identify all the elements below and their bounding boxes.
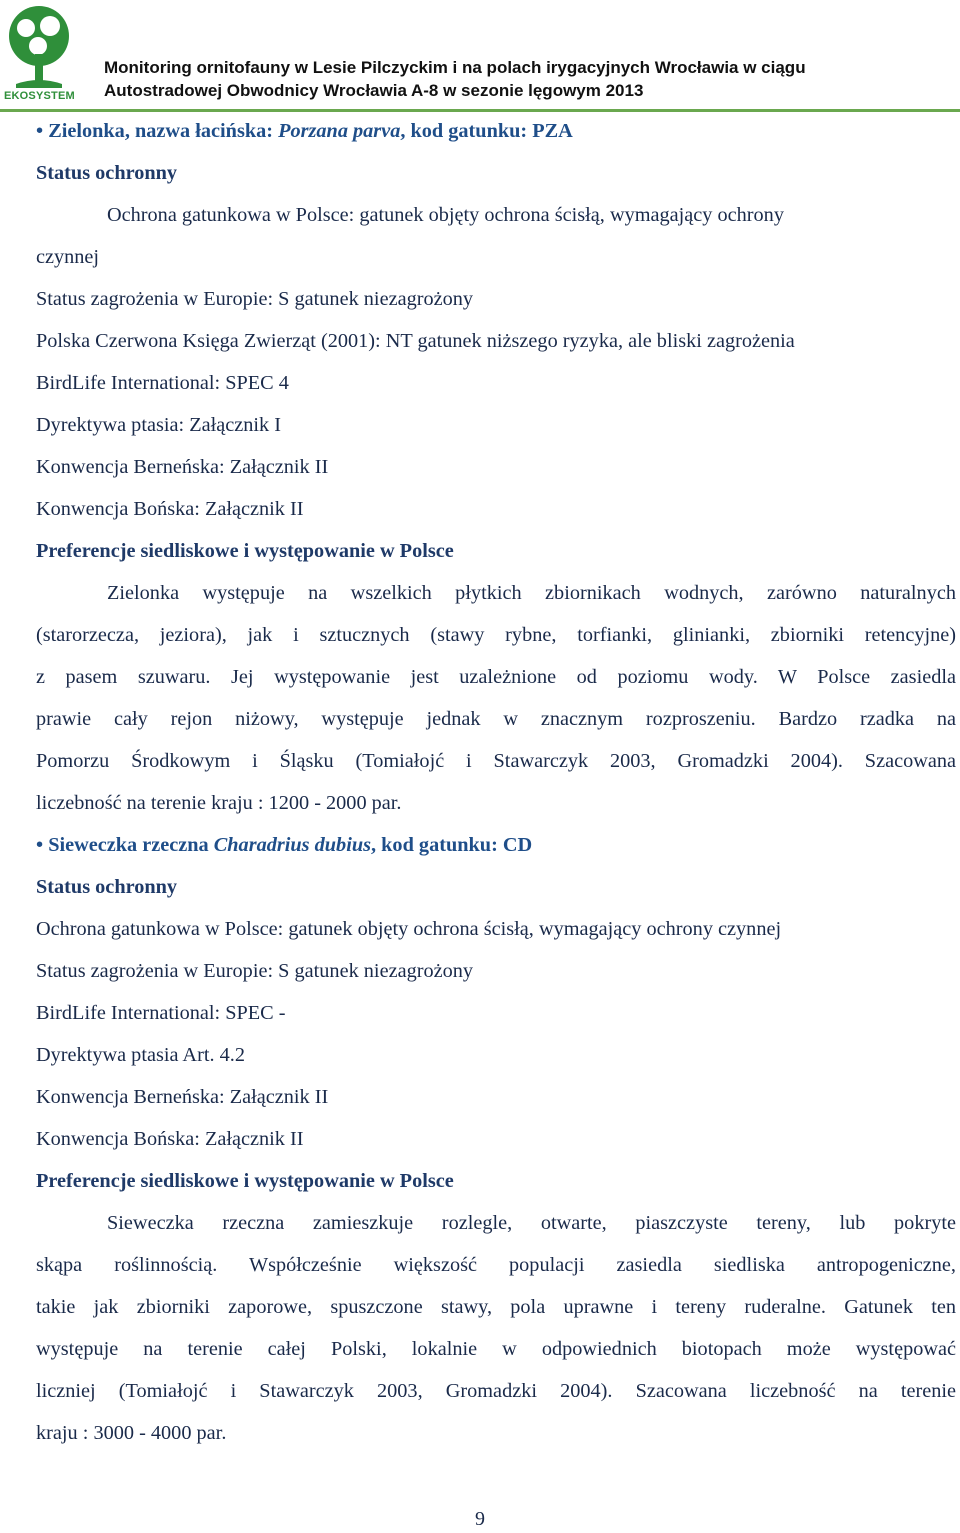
header-title xyxy=(104,56,960,102)
species-title-text: Sieweczka rzeczna xyxy=(48,834,214,856)
birds-directive: Dyrektywa ptasia: Załącznik I xyxy=(36,414,281,436)
species-code: , kod gatunku: CD xyxy=(371,834,533,856)
habitat-text-line: prawie cały rejon niżowy, występuje jednak w znacznym rozproszeniu. Bardzo rzadka na xyxy=(36,708,956,730)
species-code: , kod gatunku: PZA xyxy=(400,120,573,142)
habitat-text-line: kraju : 3000 - 4000 par. xyxy=(36,1422,227,1444)
europe-status: Status zagrożenia w Europie: S gatunek niezagrożony xyxy=(36,960,474,982)
document-body xyxy=(36,110,956,1454)
habitat-text-line: Sieweczka rzeczna zamieszkuje rozlegle, otwarte, piaszczyste tereny, lub pokryte xyxy=(107,1212,956,1234)
habitat-text-line: z pasem szuwaru. Jej występowanie jest uzależnione od poziomu wody. W Polsce zasiedla xyxy=(36,666,956,688)
protection-line: Ochrona gatunkowa w Polsce: gatunek objęty ochrona ścisłą, wymagający ochrony xyxy=(107,204,784,226)
habitat-text-line: (starorzecza, jeziora), jak i sztucznych (stawy rybne, torfianki, glinianki, zbiorniki retencyjne) xyxy=(36,624,956,646)
birdlife-status: BirdLife International: SPEC 4 xyxy=(36,372,289,394)
tree-logo-icon xyxy=(4,2,74,102)
europe-status: Status zagrożenia w Europie: S gatunek niezagrożony xyxy=(36,288,474,310)
bullet-icon: • xyxy=(36,834,44,856)
header-title-line-1: Monitoring ornitofauny w Lesie Pilczyckim i na polach irygacyjnych Wrocławia w ciągu xyxy=(104,58,806,77)
protection-line-continuation: czynnej xyxy=(36,246,100,268)
bonn-convention: Konwencja Bońska: Załącznik II xyxy=(36,1128,304,1150)
habitat-heading: Preferencje siedliskowe i występowanie w Polsce xyxy=(36,1170,454,1192)
bullet-icon: • xyxy=(36,120,44,142)
habitat-text-line: liczebność na terenie kraju : 1200 - 2000 par. xyxy=(36,792,402,814)
species-title xyxy=(36,110,956,152)
protection-line: Ochrona gatunkowa w Polsce: gatunek objęty ochrona ścisłą, wymagający ochrony czynnej xyxy=(36,918,782,940)
page-header xyxy=(0,0,960,112)
bern-convention: Konwencja Berneńska: Załącznik II xyxy=(36,456,329,478)
species-title-text: Zielonka, nazwa łacińska: xyxy=(48,120,279,142)
bonn-convention: Konwencja Bońska: Załącznik II xyxy=(36,498,304,520)
bern-convention: Konwencja Berneńska: Załącznik II xyxy=(36,1086,329,1108)
habitat-text-line: liczniej (Tomiałojć i Stawarczyk 2003, Gromadzki 2004). Szacowana liczebność na terenie xyxy=(36,1380,956,1402)
habitat-text-line: skąpa roślinnością. Współcześnie większość populacji zasiedla siedliska antropogeniczne, xyxy=(36,1254,956,1276)
species-latin-name: Porzana parva xyxy=(278,120,401,142)
status-heading: Status ochronny xyxy=(36,162,178,184)
red-book-status: Polska Czerwona Księga Zwierząt (2001): NT gatunek niższego ryzyka, ale bliski zagrożenia xyxy=(36,330,795,352)
habitat-text-line: występuje na terenie całej Polski, lokalnie w odpowiednich biotopach może występować xyxy=(36,1338,956,1360)
species-latin-name: Charadrius dubius xyxy=(213,834,372,856)
status-heading: Status ochronny xyxy=(36,876,178,898)
page-number: 9 xyxy=(475,1508,485,1530)
logo-text: EKOSYSTEM xyxy=(4,90,75,102)
header-title-line-2: Autostradowej Obwodnicy Wrocławia A-8 w sezonie lęgowym 2013 xyxy=(104,81,644,100)
birds-directive: Dyrektywa ptasia Art. 4.2 xyxy=(36,1044,245,1066)
habitat-text-line: Zielonka występuje na wszelkich płytkich zbiornikach wodnych, zarówno naturalnych xyxy=(107,582,956,604)
habitat-text-line: takie jak zbiorniki zaporowe, spuszczone stawy, pola uprawne i tereny ruderalne. Gatunek ten xyxy=(36,1296,956,1318)
birdlife-status: BirdLife International: SPEC - xyxy=(36,1002,286,1024)
species-title xyxy=(36,824,956,866)
habitat-text-line: Pomorzu Środkowym i Śląsku (Tomiałojć i Stawarczyk 2003, Gromadzki 2004). Szacowana xyxy=(36,750,956,772)
habitat-heading: Preferencje siedliskowe i występowanie w Polsce xyxy=(36,540,454,562)
